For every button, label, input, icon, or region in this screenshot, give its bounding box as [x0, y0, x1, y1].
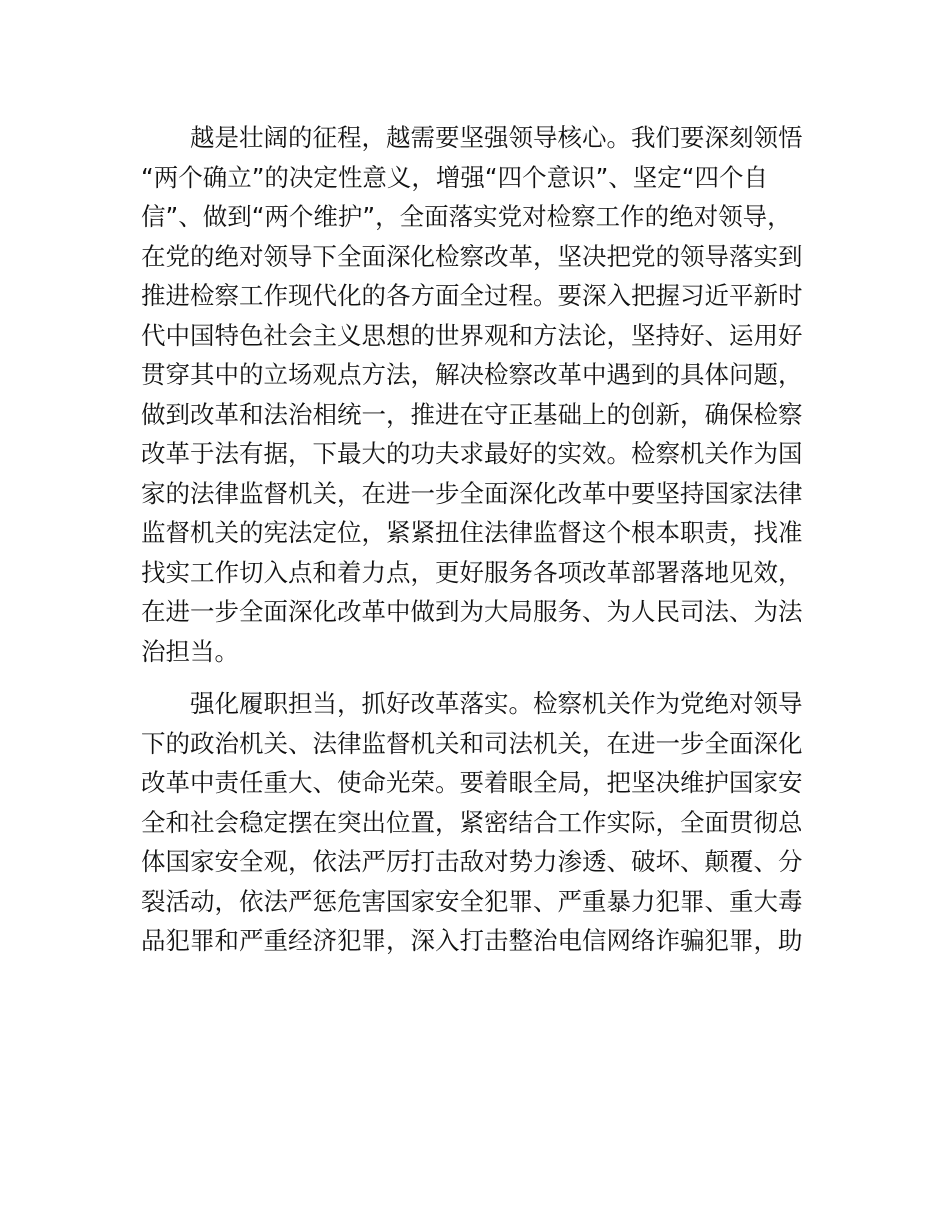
paragraph-line: 信”、做到“两个维护”，全面落实党对检察工作的绝对领导，: [141, 202, 792, 231]
paragraph-line: 全和社会稳定摆在突出位置，紧密结合工作实际，全面贯彻总: [141, 807, 803, 837]
paragraph-1: [141, 118, 811, 671]
paragraph-line: 家的法律监督机关，在进一步全面深化改革中要坚持国家法律: [141, 478, 803, 508]
paragraph-line: 改革中责任重大、使命光荣。要着眼全局，把坚决维护国家安: [141, 768, 803, 797]
paragraph-line: 下的政治机关、法律监督机关和司法机关，在进一步全面深化: [141, 728, 803, 758]
paragraph-line: 监督机关的宪法定位，紧紧扭住法律监督这个根本职责，找准: [141, 518, 803, 547]
paragraph-line: 推进检察工作现代化的各方面全过程。要深入把握习近平新时: [141, 281, 803, 310]
paragraph-line: 品犯罪和严重经济犯罪，深入打击整治电信网络诈骗犯罪，助: [141, 926, 803, 955]
paragraph-line: “两个确立”的决定性意义，增强“四个意识”、坚定“四个自: [141, 162, 768, 192]
paragraph-line: 代中国特色社会主义思想的世界观和方法论，坚持好、运用好: [141, 320, 803, 350]
paragraph-line: 做到改革和法治相统一，推进在守正基础上的创新，确保检察: [141, 399, 803, 429]
paragraph-2: [141, 684, 811, 961]
paragraph-line: 改革于法有据，下最大的功夫求最好的实效。检察机关作为国: [141, 439, 803, 468]
paragraph-line: 在党的绝对领导下全面深化检察改革，坚决把党的领导落实到: [141, 241, 803, 271]
paragraph-line: 治担当。: [141, 636, 239, 666]
paragraph-line: 强化履职担当，抓好改革落实。检察机关作为党绝对领导: [141, 689, 803, 718]
paragraph-line: 体国家安全观，依法严厉打击敌对势力渗透、破坏、颠覆、分: [141, 847, 803, 876]
document-body: [141, 118, 811, 961]
paragraph-line: 在进一步全面深化改革中做到为大局服务、为人民司法、为法: [141, 597, 803, 626]
paragraph-line: 裂活动，依法严惩危害国家安全犯罪、严重暴力犯罪、重大毒: [141, 886, 803, 916]
paragraph-line: 找实工作切入点和着力点，更好服务各项改革部署落地见效，: [141, 557, 803, 587]
paragraph-line: 越是壮阔的征程，越需要坚强领导核心。我们要深刻领悟: [141, 123, 803, 152]
paragraph-line: 贯穿其中的立场观点方法，解决检察改革中遇到的具体问题，: [141, 360, 803, 389]
